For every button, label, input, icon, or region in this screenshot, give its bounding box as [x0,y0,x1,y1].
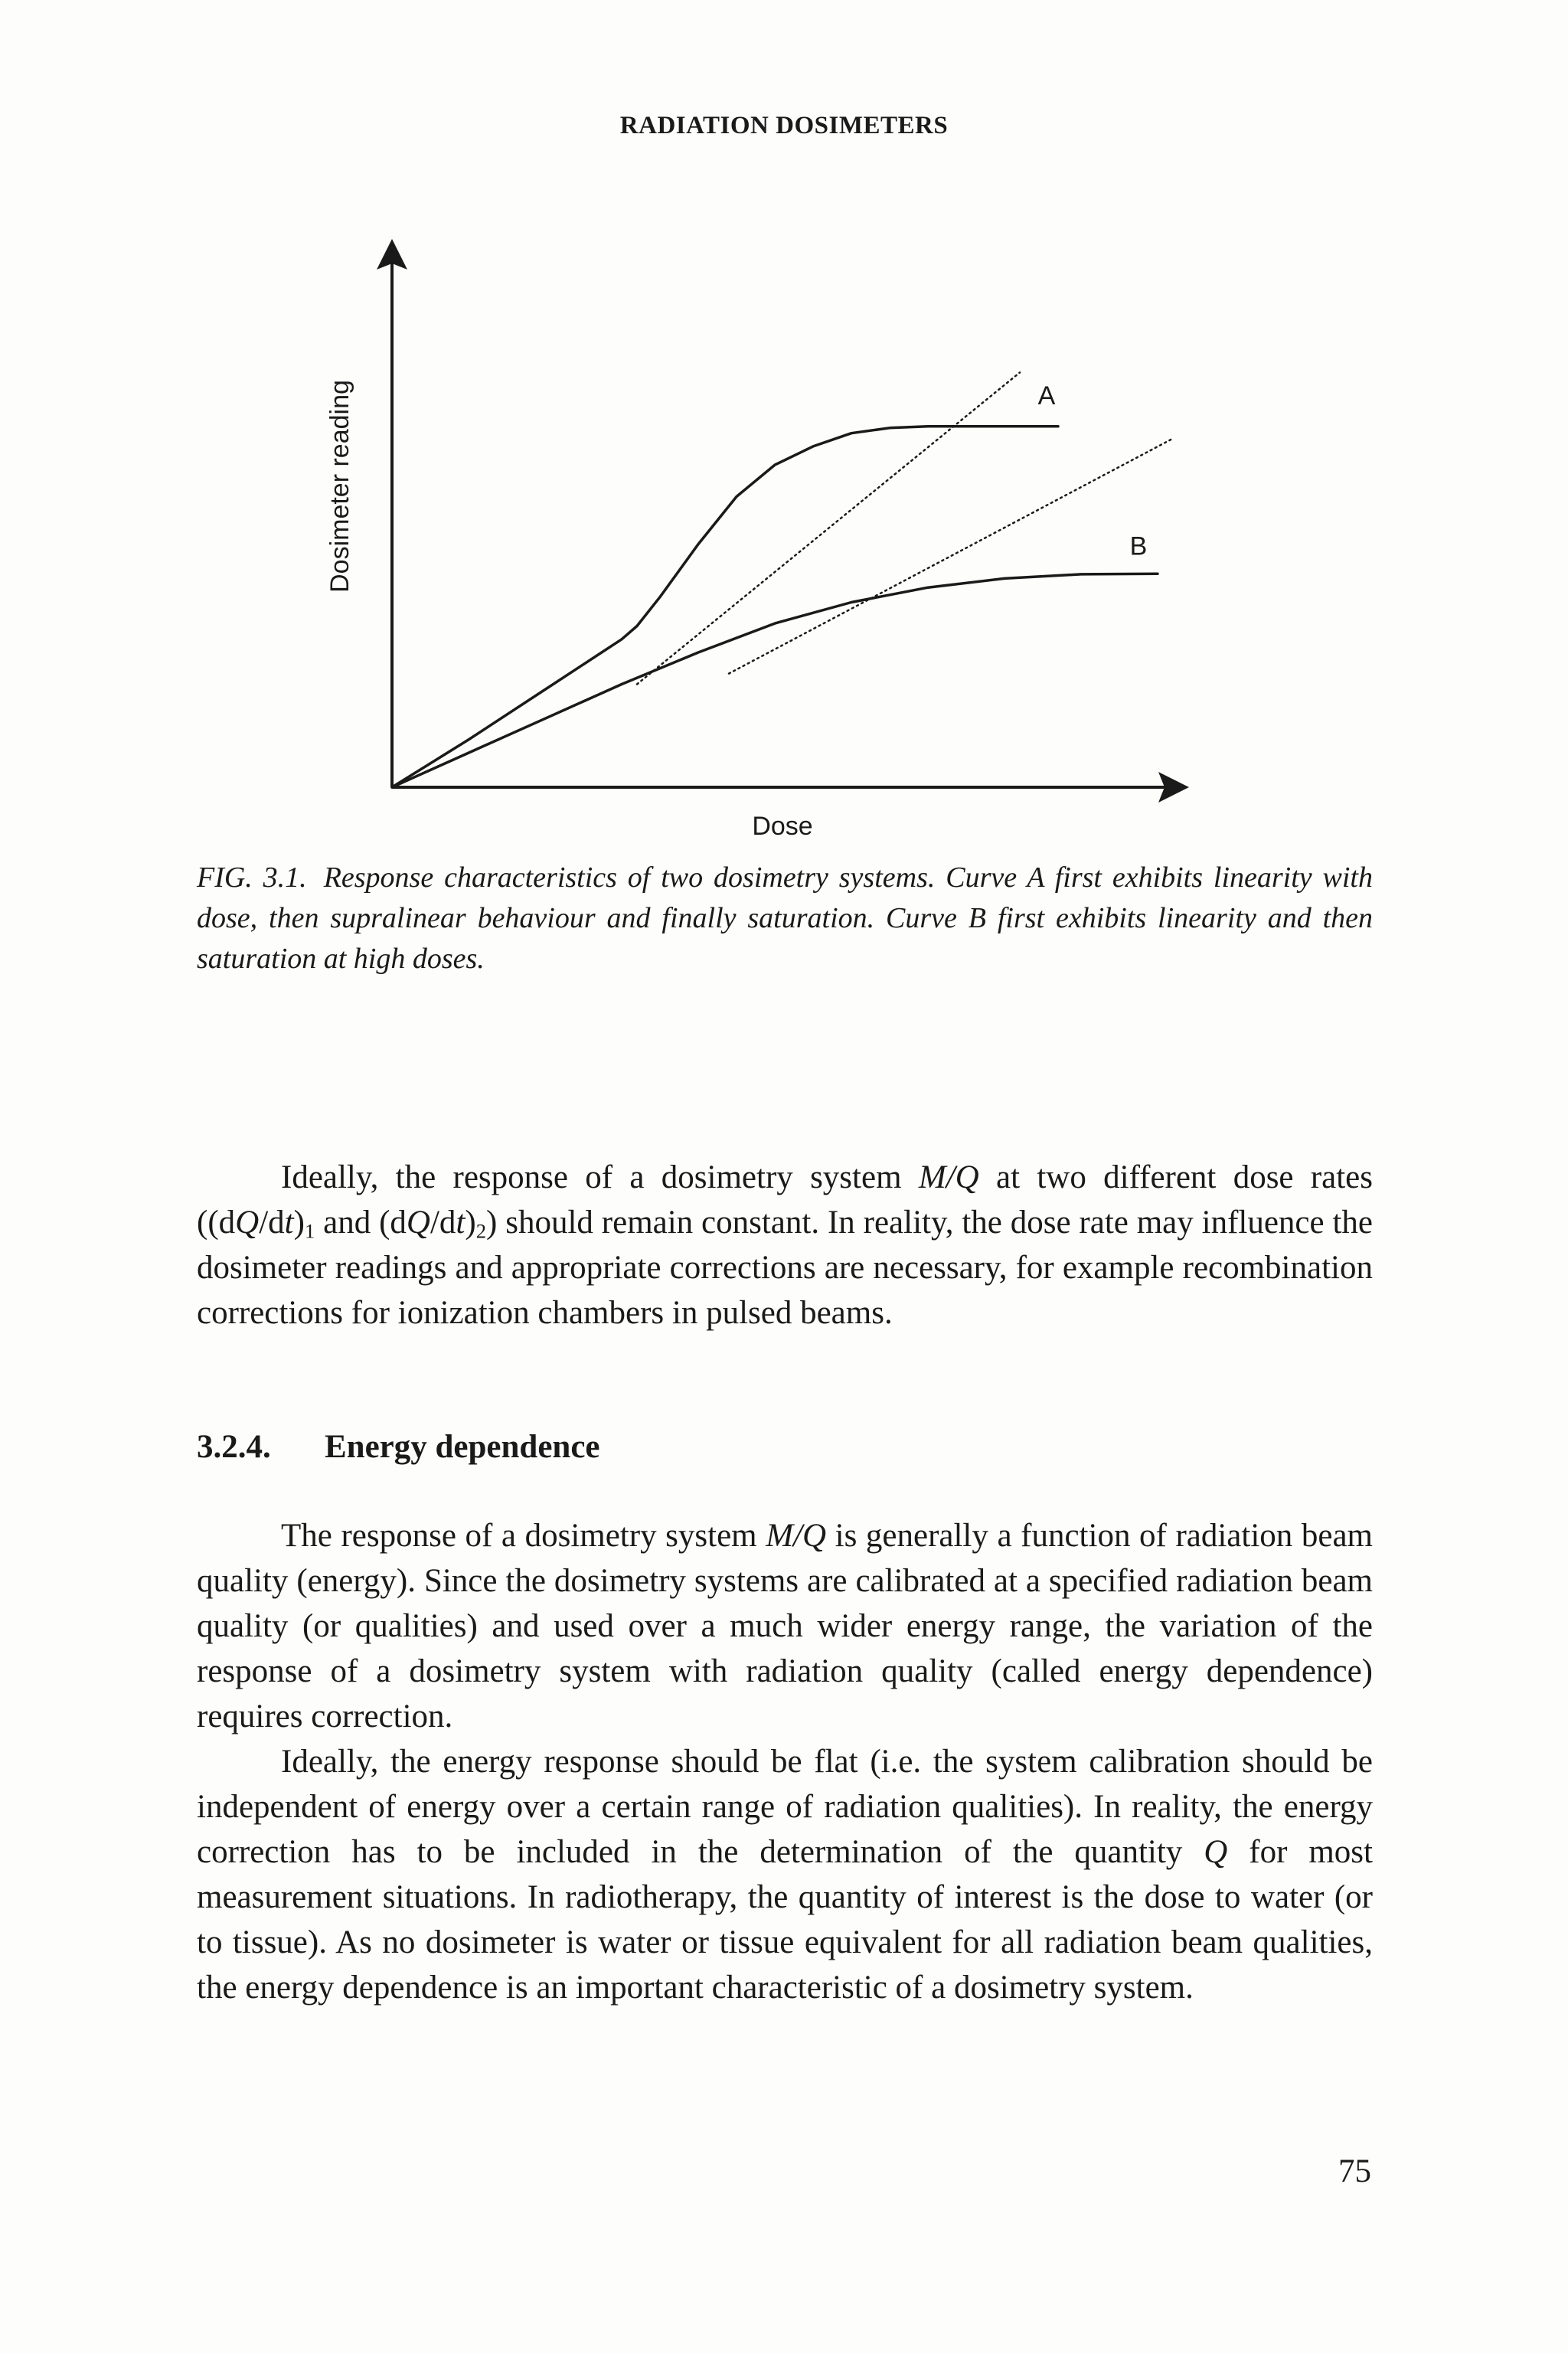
section-heading [197,1424,1373,1470]
response-chart [306,222,1271,858]
figure-label: FIG. 3.1. [197,861,307,894]
section-number: 3.2.4. [197,1429,271,1465]
page-number: 75 [1338,2153,1371,2189]
caption-text: Response characteristics of two dosimetry systems. Curve A first exhibits linearity with dose, then supralinear behaviour and finally saturation. Curve B first exhibits linearity and then saturation at high doses. [197,861,1373,975]
paragraph-dose-rate: Ideally, the response of a dosimetry system M/Q at two different dose rates ($(dQ/dt)_1$ and $(dQ/dt)_2$) should remain constant. In reality, the dose rate may influence the dosimeter readings and appropriate corrections are necessary, for example recombination corrections for ionization chambers in pulsed beams. [197,1159,1373,1331]
curve-label-b: B [1129,531,1148,561]
running-head: RADIATION DOSIMETERS [619,112,949,139]
paragraph-energy-2: Ideally, the energy response should be flat (i.e. the system calibration should be independent of energy over a certain range of radiation qualities). In reality, the energy correction has to be included in the determination of the quantity Q for most measurement situations. In radiotherapy, the quantity of interest is the dose to water (or to tissue). As no dosimeter is water or tissue equivalent for all radiation beam qualities, the energy dependence is an important characteristic of a dosimetry system. [197,1744,1373,2006]
x-axis-label: Dose [752,812,813,841]
curve-label-a: A [1037,381,1056,410]
y-axis-label: Dosimeter reading [325,380,354,593]
curve-a-extrapolation-line [637,372,1020,684]
curve-b-line [392,574,1158,787]
curve-a-line [392,427,1058,787]
figure-caption [197,858,1373,979]
figure-3-1 [306,222,1271,858]
paragraph-energy-1: The response of a dosimetry system M/Q is generally a function of radiation beam quality (energy). Since the dosimetry systems are calibrated at a specified radiation beam quality (or qualities) and used over a much wider energy range, the variation of the response of a dosimetry system with radiation quality (called energy dependence) requires correction. [197,1518,1373,1734]
section-title: Energy dependence [325,1429,600,1465]
